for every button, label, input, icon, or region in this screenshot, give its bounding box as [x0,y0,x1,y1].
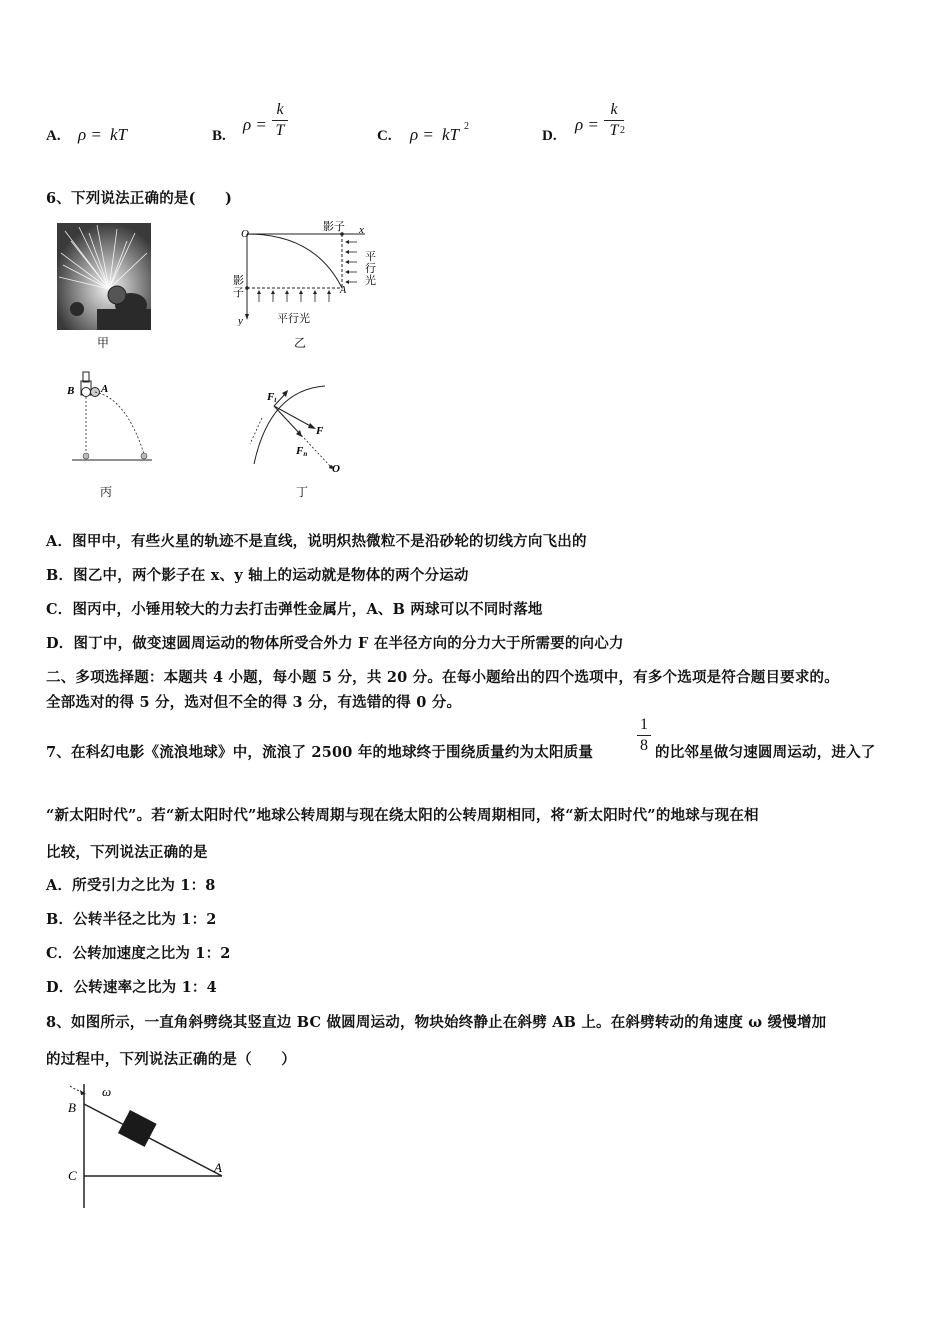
section2-instructions-line2: 全部选对的得 5 分，选对但不全的得 3 分，有选错的得 0 分。 [46,694,462,711]
q8-point-b-label: B [68,1100,76,1115]
q7-mass-fraction [637,716,651,755]
yi-point-a-label: A [340,285,347,296]
ding-fn-label [295,445,307,458]
q8-point-c-label: C [68,1168,77,1183]
yi-shadow-left-label-2: 子 [233,287,244,299]
q8-point-a-label: A [214,1160,222,1175]
q5-option-c-letter[interactable]: C. [377,128,392,144]
yi-parallel-right-label-1: 平 [365,251,376,263]
figure-q8-rotating-wedge [64,1080,234,1212]
fraction-bar [604,120,624,121]
q6-stem: 6、下列说法正确的是( ) [46,190,233,207]
q5-option-a-letter[interactable]: A. [46,128,61,144]
yi-parallel-right-label-2: 行 [365,263,376,275]
q7-fraction-numerator: 1 [640,716,648,733]
q8-stem-line2: 的过程中，下列说法正确的是（ ） [46,1051,296,1068]
q5-option-c-rhs: kT [442,125,459,144]
yi-parallel-right-label-3: 光 [365,275,376,287]
q5-option-d-lhs: ρ = [575,115,599,134]
yi-y-axis-label: y [238,315,243,326]
q5-option-a-rhs: kT [110,125,127,144]
yi-x-axis-label: x [359,224,364,236]
bing-ball-a-label: A [101,383,109,395]
q6-option-d[interactable]: D．图丁中，做变速圆周运动的物体所受合外力 F 在半径方向的分力大于所需要的向心力 [46,635,624,652]
fraction-bar [637,735,651,736]
ding-center-o-label: O [332,463,340,475]
q6-option-a[interactable]: A．图甲中，有些火星的轨迹不是直线，说明炽热微粒不是沿砂轮的切线方向飞出的 [46,533,587,550]
q5-option-d-exponent: 2 [620,125,625,136]
yi-parallel-bottom-label: 平行光 [277,313,310,325]
bing-ball-b-label: B [67,385,75,397]
q5-option-c-lhs: ρ = [410,125,434,144]
yi-shadow-left-label-1: 影 [233,275,244,287]
q5-option-c-exponent: 2 [464,121,469,132]
figure-jia-caption: 甲 [97,336,110,350]
section2-instructions-line1: 二、多项选择题：本题共 4 小题，每小题 5 分，共 20 分。在每小题给出的四个选项中，有多个选项是符合题目要求的。 [46,669,839,686]
ding-ft-label [266,391,277,404]
q5-option-d-denominator: T [609,122,619,139]
q8-omega-label: ω [102,1084,112,1099]
figure-yi-shadow-projection [225,216,385,326]
q7-option-b[interactable]: B．公转半径之比为 1：2 [46,911,217,928]
q5-option-b-fraction [272,101,288,140]
q5-option-b-lhs: ρ = [243,115,267,134]
figure-jia-sparks-photo [57,223,151,330]
q5-option-b-numerator: k [276,101,284,118]
figure-ding-force-decomposition [240,382,350,477]
q7-stem-line3: 比较，下列说法正确的是 [46,844,208,861]
q7-fraction-denominator: 8 [640,737,648,754]
q7-stem-line1-part2: 的比邻星做匀速圆周运动，进入了 [655,744,876,761]
ding-f-label: F [316,425,324,437]
ding-ft-main: F [267,391,275,403]
q8-stem-line1: 8、如图所示，一直角斜劈绕其竖直边 BC 做圆周运动，物块始终静止在斜劈 AB 上。在斜劈转动的角速度 ω 缓慢增加 [46,1014,827,1031]
q5-option-d-letter[interactable]: D. [542,128,557,144]
ding-fn-main: F [296,445,304,457]
q7-option-c[interactable]: C．公转加速度之比为 1：2 [46,945,231,962]
q5-option-b-letter[interactable]: B. [212,128,226,144]
q5-option-b-denominator: T [275,122,285,139]
q6-option-c[interactable]: C．图丙中，小锤用较大的力去打击弹性金属片，A、B 两球可以不同时落地 [46,601,543,618]
figure-bing-caption: 丙 [100,485,113,499]
figure-ding-caption: 丁 [296,485,309,499]
block-on-incline [118,1110,157,1147]
q5-option-d-numerator: k [610,101,618,118]
q7-option-d[interactable]: D．公转速率之比为 1：4 [46,979,217,996]
q7-option-a[interactable]: A．所受引力之比为 1：8 [46,877,216,894]
q6-option-b[interactable]: B．图乙中，两个影子在 x、y 轴上的运动就是物体的两个分运动 [46,567,469,584]
ding-ft-sub: t [274,396,277,404]
q7-stem-line2: “新太阳时代”。若“新太阳时代”地球公转周期与现在绕太阳的公转周期相同，将“新太阳时代”的地球与现在相 [46,807,759,824]
yi-origin-label: O [241,228,249,240]
q5-option-a-lhs: ρ = [78,125,102,144]
fraction-bar [272,120,288,121]
yi-shadow-top-label: 影子 [323,221,345,233]
figure-yi-caption: 乙 [294,336,307,350]
ding-fn-sub: n [303,450,308,458]
q7-stem-line1-part1: 7、在科幻电影《流浪地球》中，流浪了 2500 年的地球终于围绕质量约为太阳质量 [46,744,594,761]
figure-bing-falling-balls [66,368,156,468]
